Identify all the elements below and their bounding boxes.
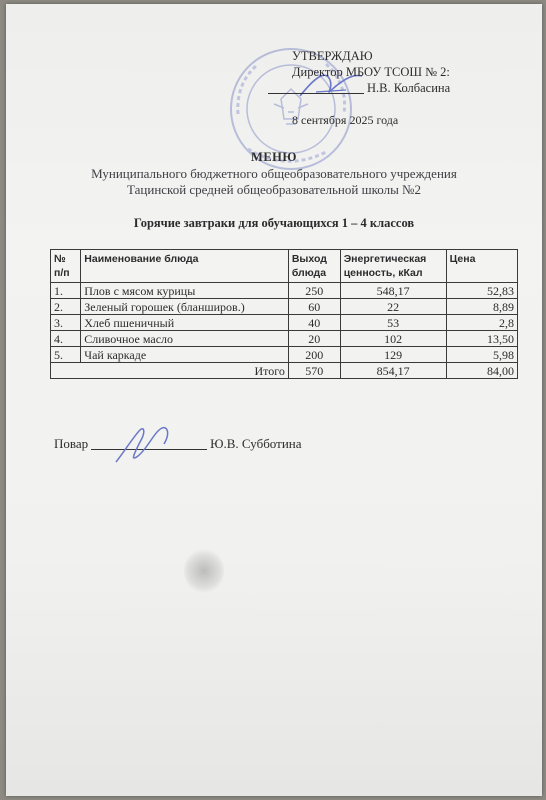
header-price: Цена: [446, 250, 517, 283]
table-row: [51, 283, 518, 299]
table-header-row: [51, 250, 518, 283]
row-dish-name: Зеленый горошек (бланширов.): [81, 299, 289, 315]
row-output: 200: [288, 347, 340, 363]
row-energy: 129: [340, 347, 446, 363]
menu-table: [50, 249, 518, 379]
row-output: 40: [288, 315, 340, 331]
row-energy: 53: [340, 315, 446, 331]
director-name: Н.В. Колбасина: [367, 81, 451, 95]
row-energy: 22: [340, 299, 446, 315]
row-price: 5,98: [446, 347, 517, 363]
cook-signature: [110, 422, 178, 470]
row-dish-name: Сливочное масло: [81, 331, 289, 347]
approval-date: 8 сентября 2025 года: [292, 113, 399, 127]
header-number: № п/п: [51, 250, 81, 283]
row-price: 2,8: [446, 315, 517, 331]
row-dish-name: Хлеб пшеничный: [81, 315, 289, 331]
row-price: 8,89: [446, 299, 517, 315]
row-price: 52,83: [446, 283, 517, 299]
row-energy: 548,17: [340, 283, 446, 299]
row-energy: 102: [340, 331, 446, 347]
cook-name: Ю.В. Субботина: [210, 436, 302, 451]
row-output: 60: [288, 299, 340, 315]
menu-title: МЕНЮ: [251, 150, 297, 164]
header-energy: Энергетическая ценность, кКал: [340, 250, 446, 283]
table-row: [51, 331, 518, 347]
row-output: 250: [288, 283, 340, 299]
row-dish-name: Чай каркаде: [81, 347, 289, 363]
row-output: 20: [288, 331, 340, 347]
table-row: [51, 299, 518, 315]
table-row: [51, 347, 518, 363]
row-number: 3.: [51, 315, 81, 331]
header-output: Выход блюда: [288, 250, 340, 283]
row-number: 2.: [51, 299, 81, 315]
row-number: 5.: [51, 347, 81, 363]
total-label: Итого: [51, 363, 289, 379]
coffee-stain: [184, 549, 224, 593]
row-price: 13,50: [446, 331, 517, 347]
cook-label: Повар: [54, 436, 89, 451]
approval-title: УТВЕРЖДАЮ: [292, 49, 373, 63]
total-output: 570: [288, 363, 340, 379]
row-number: 4.: [51, 331, 81, 347]
total-energy: 854,17: [340, 363, 446, 379]
signature-line: [268, 93, 364, 94]
organization-line-1: Муниципального бюджетного общеобразовательного учреждения: [91, 166, 457, 181]
row-dish-name: Плов с мясом курицы: [81, 283, 289, 299]
document-page: [6, 4, 542, 796]
table-row: [51, 315, 518, 331]
approval-position: Директор МБОУ ТСОШ № 2:: [292, 65, 450, 79]
total-price: 84,00: [446, 363, 517, 379]
organization-line-2: Тацинской средней общеобразовательной школы №2: [127, 182, 421, 197]
header-dish-name: Наименование блюда: [81, 250, 289, 283]
row-number: 1.: [51, 283, 81, 299]
approval-name: [268, 80, 450, 96]
menu-subtitle: Горячие завтраки для обучающихся 1 – 4 классов: [133, 216, 415, 230]
table-total-row: [51, 363, 518, 379]
